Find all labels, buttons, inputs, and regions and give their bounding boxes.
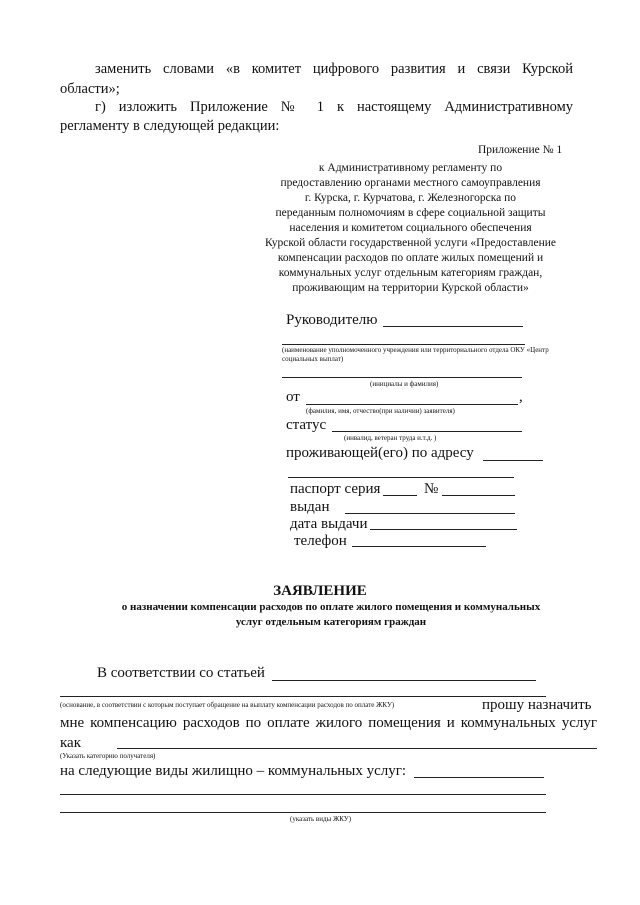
institution-line[interactable]: [282, 344, 525, 345]
issue-date-line[interactable]: [370, 529, 517, 530]
statement-title: ЗАЯВЛЕНИЕ: [273, 583, 367, 599]
passport-series-line[interactable]: [383, 495, 417, 496]
issue-date-label: дата выдачи: [290, 516, 368, 532]
services-hint: (указать виды ЖКУ): [290, 815, 352, 823]
basis-hint: (основание, в соответствии с которым поступает обращение на выплату компенсации расходов по оплате ЖКУ): [60, 701, 395, 709]
from-hint: (фамилия, имя, отчество(при наличии) заявителя): [306, 407, 455, 415]
appendix-line: предоставлению органами местного самоуправления: [280, 177, 541, 189]
passport-number-line[interactable]: [442, 495, 515, 496]
statement-subtitle-1: о назначении компенсации расходов по оплате жилого помещения и коммунальных: [121, 601, 541, 613]
appendix-line: коммунальных услуг отдельным категориям граждан,: [278, 267, 543, 279]
services-label: на следующие виды жилищно – коммунальных услуг:: [60, 763, 407, 779]
ask-line: мне компенсацию расходов по оплате жилого помещения и коммунальных услуг: [60, 715, 597, 731]
address-line-2[interactable]: [288, 477, 514, 478]
intro-line-1: заменить словами «в комитет цифрового развития и связи Курской: [95, 61, 573, 77]
intro-line-4: регламенту в следующей редакции:: [60, 118, 280, 134]
initials-hint: (инициалы и фамилия): [370, 380, 439, 388]
ask-tail: прошу назначить: [482, 697, 592, 713]
category-hint: (Указать категорию получателя): [60, 752, 156, 760]
services-line-3[interactable]: [60, 812, 546, 813]
article-line[interactable]: [272, 680, 536, 681]
appendix-line: к Административному регламенту по: [318, 162, 503, 174]
status-hint: (инвалид, ветеран труда и.т.д. ): [344, 434, 437, 442]
appendix-title: Приложение № 1: [478, 144, 563, 156]
head-line[interactable]: [383, 326, 523, 327]
phone-line[interactable]: [352, 546, 486, 547]
passport-label: паспорт серия: [290, 481, 381, 497]
status-line[interactable]: [332, 431, 522, 432]
from-label: от: [286, 389, 300, 405]
head-label: Руководителю: [286, 312, 378, 328]
basis-line[interactable]: [60, 696, 546, 697]
appendix-line: Курской области государственной услуги «Предоставление: [265, 237, 556, 249]
appendix-line: компенсации расходов по оплате жилых помещений и: [277, 252, 544, 264]
issued-line[interactable]: [345, 513, 515, 514]
intro-line-2: области»;: [60, 81, 120, 97]
appendix-line: г. Курска, г. Курчатова, г. Железногорска по: [304, 192, 517, 204]
phone-label: телефон: [294, 533, 347, 549]
appendix-line: переданным полномочиям в сфере социальной защиты: [275, 207, 546, 219]
appendix-line: проживающим на территории Курской области»: [292, 282, 529, 294]
services-line-2[interactable]: [60, 794, 546, 795]
services-line-1[interactable]: [414, 777, 544, 778]
appendix-block: [265, 161, 556, 296]
address-label: проживающей(его) по адресу: [286, 445, 474, 461]
statement-subtitle-2: услуг отдельным категориям граждан: [235, 616, 427, 628]
issued-label: выдан: [290, 499, 330, 515]
address-line-1[interactable]: [483, 460, 543, 461]
status-label: статус: [286, 417, 327, 433]
from-line[interactable]: [306, 404, 518, 405]
appendix-line: населения и комитетом социального обеспечения: [289, 222, 532, 234]
intro-line-3: г) изложить Приложение № 1 к настоящему Административному: [95, 99, 573, 115]
number-sign: №: [424, 481, 439, 497]
institution-hint: (наименование уполномоченного учреждения или территориального отдела ОКУ «Центр социальных выплат): [282, 346, 549, 363]
category-line[interactable]: [117, 748, 597, 749]
initials-line[interactable]: [282, 377, 522, 378]
as-label: как: [60, 735, 82, 751]
accordance-label: В соответствии со статьей: [97, 665, 265, 681]
